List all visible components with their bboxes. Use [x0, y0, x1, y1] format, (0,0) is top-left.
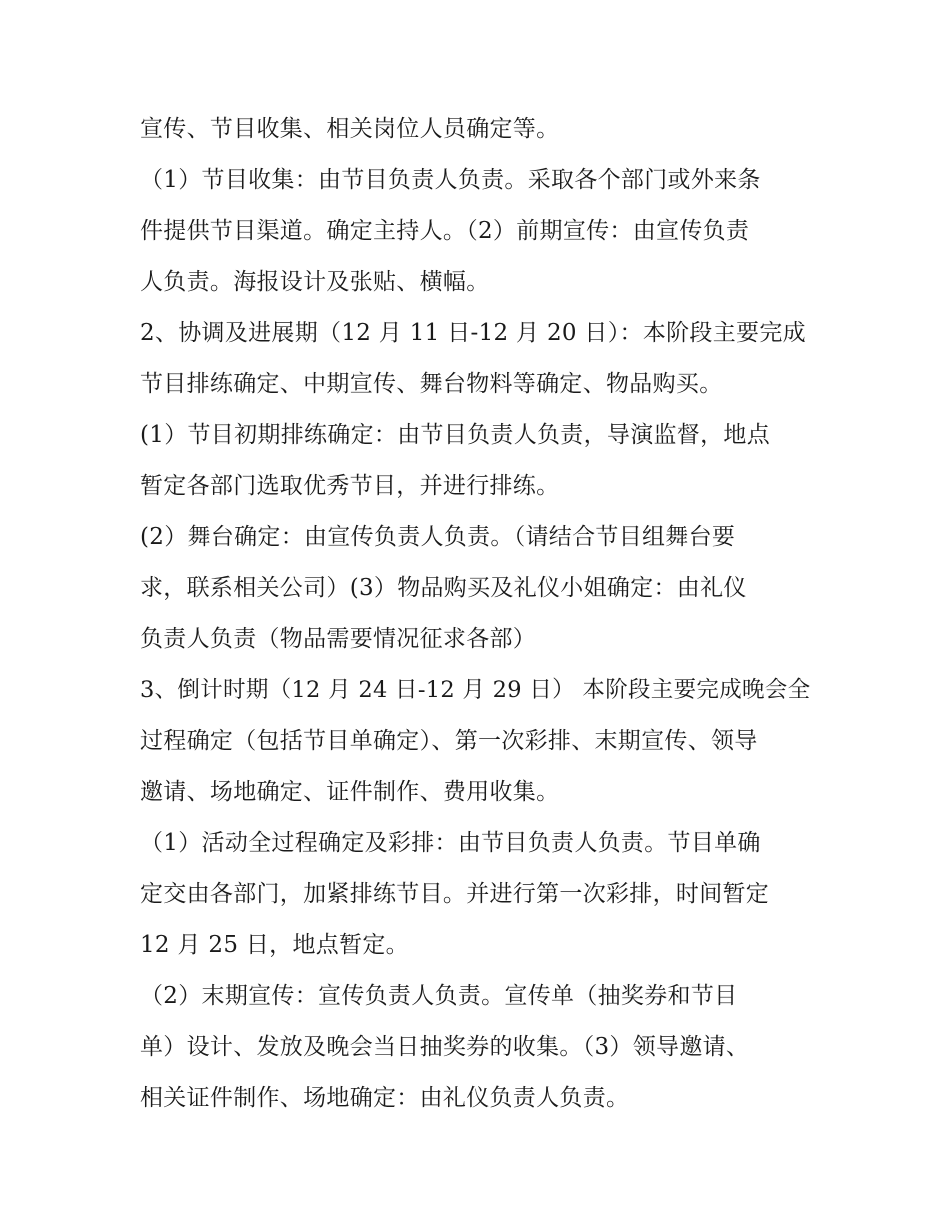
document-body [140, 104, 820, 1124]
text-line: (1）节目初期排练确定：由节目负责人负责，导演监督，地点 [140, 422, 771, 448]
text-line: （1）节目收集：由节目负责人负责。采取各个部门或外来条 [140, 167, 761, 193]
text-line: 定交由各部门，加紧排练节目。并进行第一次彩排，时间暂定 [140, 881, 770, 907]
text-line: 宣传、节目收集、相关岗位人员确定等。 [140, 116, 560, 142]
text-line: （1）活动全过程确定及彩排：由节目负责人负责。节目单确 [140, 830, 761, 856]
text-line: (2）舞台确定：由宣传负责人负责。（请结合节目组舞台要 [140, 524, 736, 550]
text-line: 2、协调及进展期（12 月 11 日-12 月 20 日）：本阶段主要完成 [140, 320, 806, 346]
text-line: 求，联系相关公司）(3）物品购买及礼仪小姐确定：由礼仪 [140, 575, 747, 601]
text-line: 人负责。海报设计及张贴、横幅。 [140, 269, 490, 295]
text-line: 邀请、场地确定、证件制作、费用收集。 [140, 779, 560, 805]
text-line: 单）设计、发放及晚会当日抽奖券的收集。（3）领导邀请、 [140, 1034, 750, 1060]
text-line: （2）末期宣传：宣传负责人负责。宣传单（抽奖券和节目 [140, 983, 738, 1009]
text-line: 过程确定（包括节目单确定）、第一次彩排、末期宣传、领导 [140, 728, 758, 754]
text-line: 12 月 25 日，地点暂定。 [140, 932, 409, 958]
text-line: 相关证件制作、场地确定：由礼仪负责人负责。 [140, 1085, 630, 1111]
text-line: 3、倒计时期（12 月 24 日-12 月 29 日） 本阶段主要完成晚会全 [140, 677, 811, 703]
text-line: 件提供节目渠道。确定主持人。（2）前期宣传：由宣传负责 [140, 218, 750, 244]
text-line: 负责人负责（物品需要情况征求各部） [140, 626, 537, 652]
text-line: 节目排练确定、中期宣传、舞台物料等确定、物品购买。 [140, 371, 723, 397]
text-line: 暂定各部门选取优秀节目，并进行排练。 [140, 473, 560, 499]
